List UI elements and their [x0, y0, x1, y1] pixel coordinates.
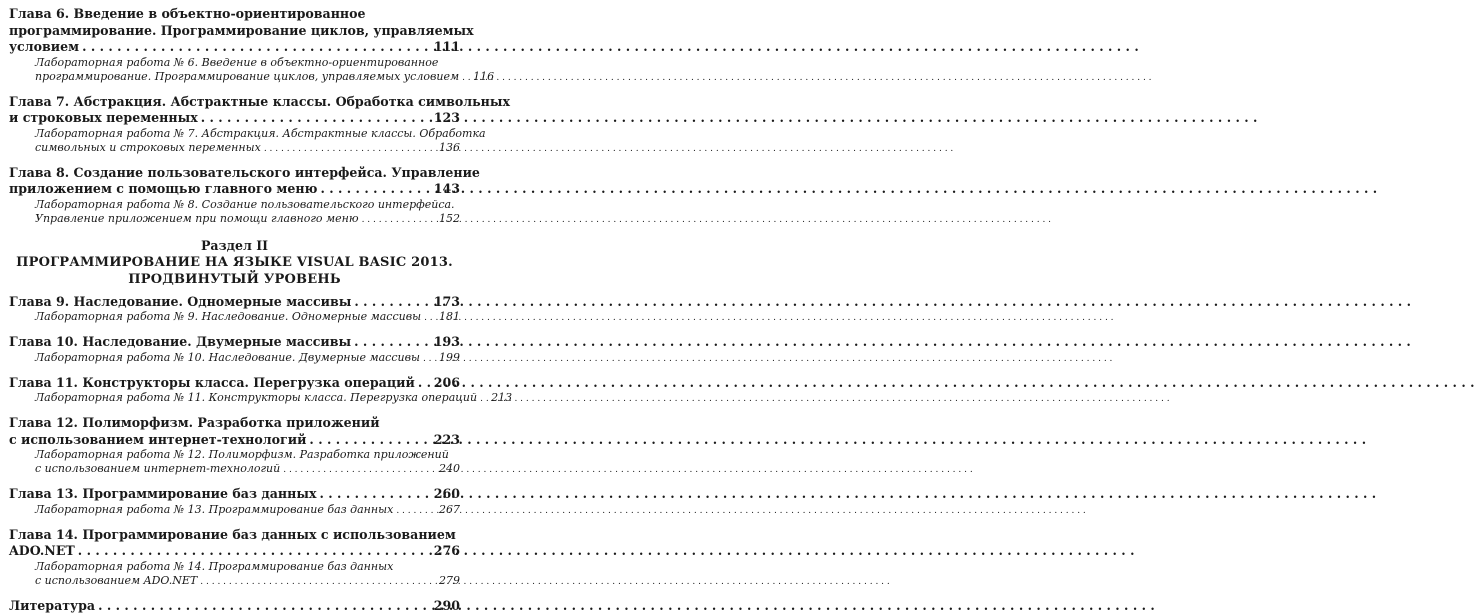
lab-title-line: Лабораторная работа № 9. Наследование. Одномерные массивы — [35, 310, 421, 324]
page-number: 223 — [434, 432, 460, 449]
page-number: 136 — [439, 141, 460, 155]
toc-chapter-9[interactable] — [9, 294, 460, 311]
chapter-title-line: Глава 13. Программирование баз данных — [9, 486, 317, 503]
chapter-title-line: с использованием интернет-технологий — [9, 432, 306, 449]
chapter-title-line: и строковых переменных — [9, 110, 198, 127]
dot-leader — [418, 375, 431, 392]
toc-lab-10[interactable] — [9, 351, 460, 366]
toc-lab-11[interactable] — [9, 391, 460, 406]
lab-title-line: с использованием интернет-технологий — [35, 462, 280, 476]
toc-chapter-10[interactable] — [9, 334, 460, 351]
toc-chapter-7[interactable] — [9, 94, 460, 127]
toc-literature[interactable] — [9, 598, 460, 614]
dot-leader — [78, 543, 431, 560]
toc-lab-12[interactable] — [9, 448, 460, 477]
toc-lab-13[interactable] — [9, 503, 460, 518]
lab-title-line: Лабораторная работа № 6. Введение в объектно-ориентированное — [35, 56, 438, 70]
chapter-title-line: приложением с помощью главного меню — [9, 181, 317, 198]
chapter-title-line: Глава 6. Введение в объектно-ориентированное — [9, 6, 366, 23]
section-title-line: ПРОДВИНУТЫЙ УРОВЕНЬ — [9, 271, 460, 288]
page-number: 181 — [439, 310, 460, 324]
chapter-title-line: Глава 14. Программирование баз данных с использованием — [9, 527, 456, 544]
table-of-contents — [0, 0, 468, 592]
toc-chapter-6[interactable] — [9, 6, 460, 56]
page-number: 199 — [439, 351, 460, 365]
page-number: 240 — [439, 462, 460, 476]
lab-title-line: Лабораторная работа № 7. Абстракция. Абстрактные классы. Обработка — [35, 127, 486, 141]
toc-chapter-12[interactable] — [9, 415, 460, 448]
toc-lab-8[interactable] — [9, 198, 460, 227]
chapter-title-line: ADO.NET — [9, 543, 75, 560]
dot-leader — [354, 334, 431, 351]
page-number: 267 — [439, 503, 460, 517]
dot-leader — [309, 432, 430, 449]
chapter-title-line: Глава 11. Конструкторы класса. Перегрузка операций — [9, 375, 415, 392]
toc-chapter-11[interactable] — [9, 375, 460, 392]
dot-leader — [424, 310, 436, 325]
page-number: 143 — [434, 181, 460, 198]
dot-leader — [462, 70, 470, 85]
dot-leader — [320, 181, 430, 198]
literature-label: Литература — [9, 598, 95, 614]
chapter-title-line: Глава 7. Абстракция. Абстрактные классы. Обработка символьных — [9, 94, 510, 111]
lab-title-line: Лабораторная работа № 13. Программирование баз данных — [35, 503, 393, 517]
dot-leader — [201, 110, 431, 127]
section-number: Раздел II — [9, 237, 460, 254]
page-number: 290 — [434, 598, 460, 614]
chapter-title-line: Глава 10. Наследование. Двумерные массивы — [9, 334, 351, 351]
toc-chapter-13[interactable] — [9, 486, 460, 503]
lab-title-line: Лабораторная работа № 11. Конструкторы класса. Перегрузка операций — [35, 391, 477, 405]
chapter-title-line: Глава 9. Наследование. Одномерные массивы — [9, 294, 351, 311]
page-number: 152 — [439, 212, 460, 226]
toc-lab-9[interactable] — [9, 310, 460, 325]
dot-leader — [480, 391, 488, 406]
page-number: 173 — [434, 294, 460, 311]
chapter-title-line: Глава 12. Полиморфизм. Разработка приложений — [9, 415, 380, 432]
lab-title-line: Лабораторная работа № 12. Полиморфизм. Разработка приложений — [35, 448, 449, 462]
toc-chapter-14[interactable] — [9, 527, 460, 560]
lab-title-line: Управление приложением при помощи главного меню — [35, 212, 359, 226]
lab-title-line: Лабораторная работа № 10. Наследование. Двумерные массивы — [35, 351, 420, 365]
dot-leader — [423, 351, 436, 366]
toc-lab-14[interactable] — [9, 560, 460, 589]
dot-leader — [283, 462, 436, 477]
toc-chapter-8[interactable] — [9, 165, 460, 198]
dot-leader — [320, 486, 431, 503]
section-title-line: ПРОГРАММИРОВАНИЕ НА ЯЗЫКЕ VISUAL BASIC 2013. — [9, 254, 460, 271]
dot-leader — [362, 212, 436, 227]
lab-title-line: Лабораторная работа № 14. Программирование баз данных — [35, 560, 393, 574]
page-number: 116 — [473, 70, 494, 84]
page-number: 260 — [434, 486, 460, 503]
dot-leader — [396, 503, 436, 518]
lab-title-line: Лабораторная работа № 8. Создание пользовательского интерфейса. — [35, 198, 455, 212]
toc-lab-7[interactable] — [9, 127, 460, 156]
lab-title-line: с использованием ADO.NET — [35, 574, 197, 588]
dot-leader — [354, 294, 430, 311]
page-number: 276 — [434, 543, 460, 560]
dot-leader — [82, 39, 431, 56]
toc-lab-6[interactable] — [9, 56, 460, 85]
section-heading — [9, 237, 460, 288]
page-number: 193 — [434, 334, 460, 351]
page-number: 111 — [434, 39, 460, 56]
page-number: 206 — [434, 375, 460, 392]
page-number: 123 — [434, 110, 460, 127]
chapter-title-line: Глава 8. Создание пользовательского интерфейса. Управление — [9, 165, 480, 182]
page-number: 213 — [491, 391, 512, 405]
dot-leader — [264, 141, 436, 156]
lab-title-line: символьных и строковых переменных — [35, 141, 261, 155]
dot-leader — [98, 598, 431, 614]
page-number: 279 — [439, 574, 460, 588]
chapter-title-line: программирование. Программирование циклов, управляемых — [9, 23, 474, 40]
lab-title-line: программирование. Программирование циклов, управляемых условием — [35, 70, 459, 84]
dot-leader — [200, 574, 436, 589]
chapter-title-line: условием — [9, 39, 79, 56]
